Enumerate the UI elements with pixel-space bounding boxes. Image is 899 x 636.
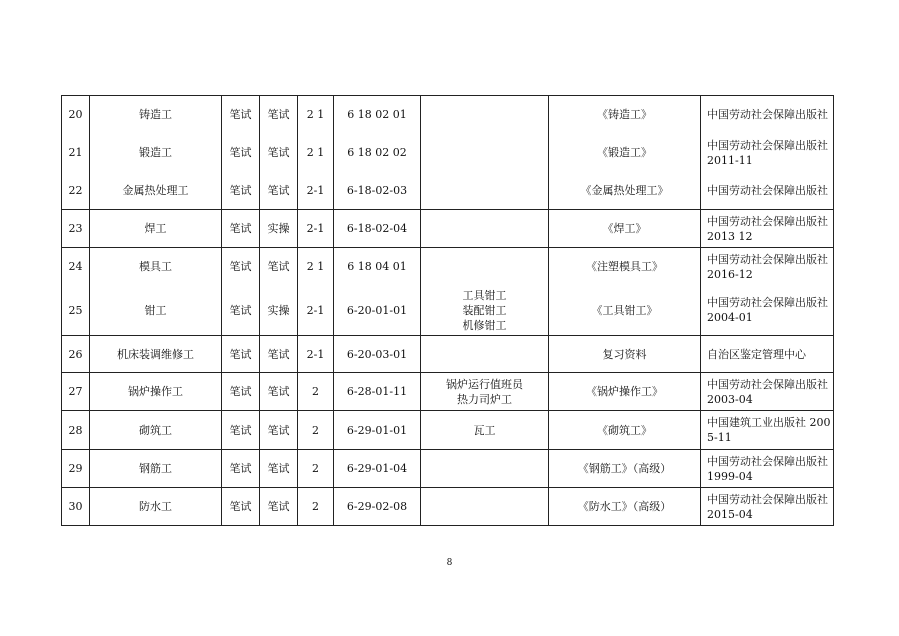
occupation-code: 6-29-02-08 (334, 488, 421, 526)
table-row (62, 210, 834, 248)
skill-exam: 实操 (260, 286, 298, 336)
publisher: 中国劳动社会保障出版社 2015-04 (701, 488, 834, 526)
textbook: 《铸造工》 (549, 96, 701, 134)
row-number: 27 (62, 373, 90, 411)
occupation-name: 锻造工 (90, 134, 222, 172)
level: 2 1 (298, 96, 334, 134)
skill-exam: 笔试 (260, 134, 298, 172)
level: 2 (298, 488, 334, 526)
related-occupations (421, 96, 549, 134)
occupation-name: 模具工 (90, 248, 222, 286)
occupation-code: 6-18-02-04 (334, 210, 421, 248)
textbook: 《防水工》（高级） (549, 488, 701, 526)
table-row (62, 373, 834, 411)
row-number: 24 (62, 248, 90, 286)
occupation-name: 金属热处理工 (90, 172, 222, 210)
textbook: 《注塑模具工》 (549, 248, 701, 286)
skill-exam: 笔试 (260, 373, 298, 411)
row-number: 25 (62, 286, 90, 336)
level: 2-1 (298, 210, 334, 248)
publisher: 中国劳动社会保障出版社 2003-04 (701, 373, 834, 411)
occupation-code: 6-20-01-01 (334, 286, 421, 336)
level: 2-1 (298, 336, 334, 373)
occupation-name: 机床装调维修工 (90, 336, 222, 373)
level: 2-1 (298, 286, 334, 336)
related-occupations (421, 248, 549, 286)
textbook: 《锅炉操作工》 (549, 373, 701, 411)
textbook: 《锻造工》 (549, 134, 701, 172)
textbook: 《金属热处理工》 (549, 172, 701, 210)
occupation-name: 钢筋工 (90, 450, 222, 488)
publisher: 中国劳动社会保障出版社 1999-04 (701, 450, 834, 488)
occupation-code: 6 18 04 01 (334, 248, 421, 286)
related-occupations: 锅炉运行值班员 热力司炉工 (421, 373, 549, 411)
related-occupations (421, 450, 549, 488)
textbook: 复习资料 (549, 336, 701, 373)
theory-exam: 笔试 (222, 450, 260, 488)
occupation-name: 防水工 (90, 488, 222, 526)
textbook: 《钢筋工》（高级） (549, 450, 701, 488)
table-row (62, 172, 834, 210)
publisher: 中国劳动社会保障出版社 2004-01 (701, 286, 834, 336)
skill-exam: 笔试 (260, 450, 298, 488)
publisher: 中国劳动社会保障出版社 2013 12 (701, 210, 834, 248)
occupation-table (61, 95, 834, 526)
related-occupations: 瓦工 (421, 411, 549, 450)
skill-exam: 笔试 (260, 336, 298, 373)
occupation-code: 6-29-01-01 (334, 411, 421, 450)
skill-exam: 笔试 (260, 411, 298, 450)
occupation-name: 砌筑工 (90, 411, 222, 450)
publisher: 中国建筑工业出版社 2005-11 (701, 411, 834, 450)
table-row (62, 411, 834, 450)
row-number: 23 (62, 210, 90, 248)
publisher: 中国劳动社会保障出版社 (701, 172, 834, 210)
occupation-name: 钳工 (90, 286, 222, 336)
level: 2 1 (298, 248, 334, 286)
occupation-code: 6-20-03-01 (334, 336, 421, 373)
theory-exam: 笔试 (222, 248, 260, 286)
theory-exam: 笔试 (222, 134, 260, 172)
skill-exam: 笔试 (260, 488, 298, 526)
occupation-name: 锅炉操作工 (90, 373, 222, 411)
skill-exam: 笔试 (260, 248, 298, 286)
theory-exam: 笔试 (222, 411, 260, 450)
row-number: 20 (62, 96, 90, 134)
related-occupations (421, 488, 549, 526)
occupation-code: 6 18 02 02 (334, 134, 421, 172)
theory-exam: 笔试 (222, 373, 260, 411)
occupation-name: 焊工 (90, 210, 222, 248)
row-number: 26 (62, 336, 90, 373)
publisher: 自治区鉴定管理中心 (701, 336, 834, 373)
occupation-code: 6-18-02-03 (334, 172, 421, 210)
table-row (62, 134, 834, 172)
level: 2 (298, 373, 334, 411)
related-occupations: 工具钳工 装配钳工 机修钳工 (421, 286, 549, 336)
theory-exam: 笔试 (222, 336, 260, 373)
row-number: 22 (62, 172, 90, 210)
related-occupations (421, 134, 549, 172)
page-number: 8 (446, 558, 453, 568)
level: 2-1 (298, 172, 334, 210)
table-row (62, 336, 834, 373)
occupation-code: 6 18 02 01 (334, 96, 421, 134)
publisher: 中国劳动社会保障出版社 2011-11 (701, 134, 834, 172)
occupation-code: 6-28-01-11 (334, 373, 421, 411)
theory-exam: 笔试 (222, 286, 260, 336)
level: 2 (298, 411, 334, 450)
theory-exam: 笔试 (222, 488, 260, 526)
table-row (62, 248, 834, 286)
skill-exam: 笔试 (260, 96, 298, 134)
row-number: 30 (62, 488, 90, 526)
row-number: 21 (62, 134, 90, 172)
occupation-code: 6-29-01-04 (334, 450, 421, 488)
row-number: 29 (62, 450, 90, 488)
related-occupations (421, 172, 549, 210)
level: 2 1 (298, 134, 334, 172)
theory-exam: 笔试 (222, 210, 260, 248)
occupation-name: 铸造工 (90, 96, 222, 134)
skill-exam: 实操 (260, 210, 298, 248)
theory-exam: 笔试 (222, 96, 260, 134)
theory-exam: 笔试 (222, 172, 260, 210)
related-occupations (421, 336, 549, 373)
table-row (62, 96, 834, 134)
table-row (62, 286, 834, 336)
skill-exam: 笔试 (260, 172, 298, 210)
level: 2 (298, 450, 334, 488)
textbook: 《工具钳工》 (549, 286, 701, 336)
publisher: 中国劳动社会保障出版社 (701, 96, 834, 134)
related-occupations (421, 210, 549, 248)
textbook: 《焊工》 (549, 210, 701, 248)
row-number: 28 (62, 411, 90, 450)
table-row (62, 488, 834, 526)
publisher: 中国劳动社会保障出版社 2016-12 (701, 248, 834, 286)
table-row (62, 450, 834, 488)
textbook: 《砌筑工》 (549, 411, 701, 450)
